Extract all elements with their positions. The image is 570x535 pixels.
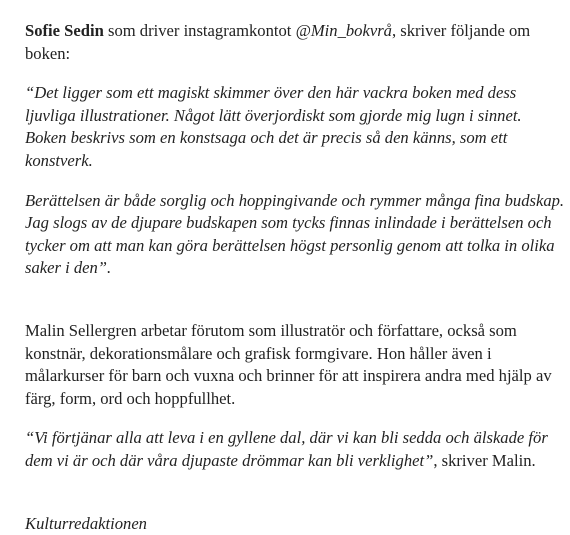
bio-paragraph: Malin Sellergren arbetar förutom som illustratör och författare, också som konstnär, dekorationsmålare och grafisk formgivare. Hon håller även i målarkurser för barn och vuxna och brinner för att inspirera andra med hjälp av färg, form, ord och hoppfullhet.: [25, 320, 565, 410]
review-quote-2-text: Berättelsen är både sorglig och hoppingivande och rymmer många fina budskap. Jag slogs av de djupare budskapen som tycks finnas inlindade i berättelsen och tycker om att man kan göra berättelsen högst personlig genom att tolka in olika saker i den”.: [25, 191, 564, 278]
signature: [25, 513, 565, 535]
intro-text-end: , skriver följande om boken:: [25, 21, 530, 63]
signature-text: Kulturredaktionen: [25, 514, 147, 533]
review-quote-1-text: “Det ligger som ett magiskt skimmer över den här vackra boken med dess ljuvliga illustrationer. Något lätt överjordiskt som gjorde mig lugn i sinnet. Boken beskrivs som en konstsaga och det är precis så den känns, som ett konstverk.: [25, 83, 522, 170]
author-name: Sofie Sedin: [25, 21, 104, 40]
review-quote-1: [25, 82, 565, 172]
article-body: [25, 20, 565, 535]
closing-quote-attribution: , skriver Malin.: [433, 451, 535, 470]
review-quote-2: [25, 190, 565, 280]
closing-quote-paragraph: [25, 427, 565, 472]
closing-quote-text: “Vi förtjänar alla att leva i en gyllene dal, där vi kan bli sedda och älskade för dem vi är och där våra djupaste drömmar kan bli verklighet”: [25, 428, 548, 470]
instagram-handle: @Min_bokvrå: [296, 21, 392, 40]
intro-text: som driver instagramkontot: [104, 21, 296, 40]
intro-paragraph: [25, 20, 565, 65]
